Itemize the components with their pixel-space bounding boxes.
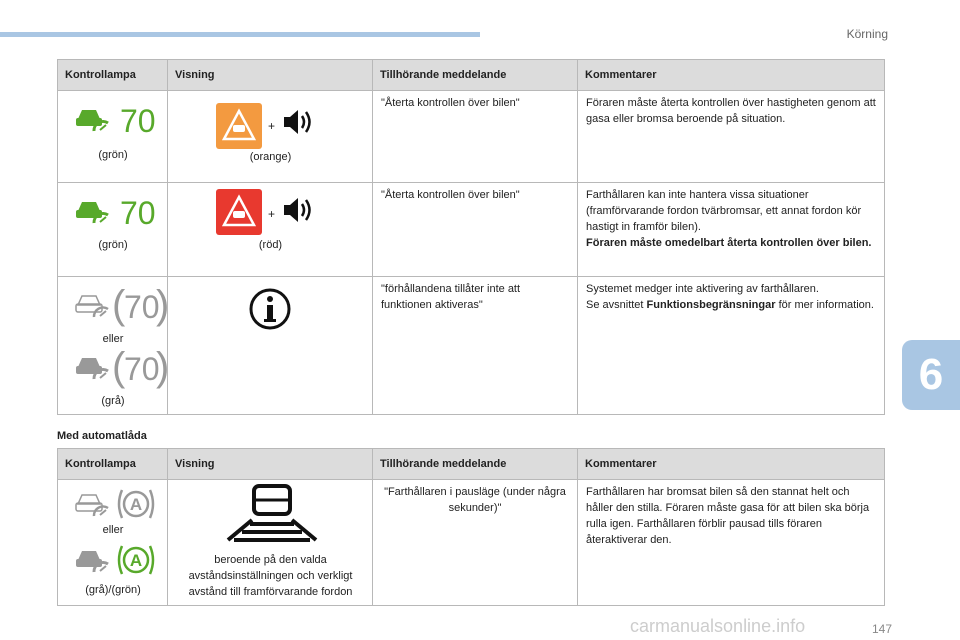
- comment-text: för mer information.: [775, 299, 874, 311]
- watermark: carmanualsonline.info: [630, 616, 806, 636]
- speed-setting: 70: [120, 195, 156, 231]
- column-header: Visning: [168, 449, 373, 480]
- comment-bold-text: Föraren måste omedelbart återta kontrollen över bilen.: [586, 237, 872, 249]
- bracket-right: ): [156, 283, 170, 327]
- table-header-row: [58, 60, 885, 91]
- display-cell: [168, 91, 373, 183]
- lamp-cell: [58, 91, 168, 183]
- bracket-left: (: [112, 345, 126, 389]
- column-header: Kontrollampa: [58, 60, 168, 91]
- comment-cell: Farthållaren har bromsat bilen så den stannat helt och håller den stilla. Föraren måste gasa för att bilen ska börja rulla igen. Farthållaren förblir pausad tills föraren återaktiverar den.: [578, 480, 885, 606]
- speed-setting: 70: [120, 103, 156, 139]
- sound-icon: [282, 107, 316, 137]
- table-row: [58, 277, 885, 415]
- message-cell: "Återta kontrollen över bilen": [373, 183, 578, 277]
- lamp-caption: (grå): [101, 395, 125, 407]
- plus-sign: +: [268, 207, 276, 221]
- vehicle-distance-icon: [224, 484, 320, 544]
- info-icon: [248, 287, 292, 331]
- cruise-control-car-icon: [74, 105, 110, 135]
- warning-sign-orange-icon: [216, 103, 262, 149]
- column-header: Visning: [168, 60, 373, 91]
- subheading: Med automatlåda: [57, 430, 147, 442]
- warning-sign-red-icon: [216, 189, 262, 235]
- or-label: eller: [102, 524, 124, 536]
- cruise-control-car-outline-icon: [74, 291, 110, 321]
- comment-cell: Föraren måste återta kontrollen över hastigheten genom att gasa eller bromsa beroende på situation.: [578, 91, 885, 183]
- display-caption: (orange): [249, 151, 292, 163]
- auto-hold-letter: A: [129, 495, 143, 514]
- lamp-cell: [58, 183, 168, 277]
- column-header: Kommentarer: [578, 60, 885, 91]
- display-cell: [168, 277, 373, 415]
- speed-setting: 70: [124, 289, 160, 325]
- lamp-caption: (grön): [98, 149, 128, 161]
- auto-hold-grey-icon: [116, 486, 156, 522]
- display-cell: [168, 480, 373, 606]
- cruise-control-car-icon: [74, 197, 110, 227]
- message-cell: "Farthållaren i pausläge (under några sekunder)": [373, 480, 578, 606]
- cruise-control-car-grey-icon: [74, 353, 110, 383]
- display-cell: [168, 183, 373, 277]
- comment-text: Systemet medger inte aktivering av farthållaren.: [586, 283, 819, 295]
- comment-cell: [578, 277, 885, 415]
- table-row: [58, 480, 885, 606]
- table-row: [58, 91, 885, 183]
- message-cell: "förhållandena tillåter inte att funktionen aktiveras": [373, 277, 578, 415]
- lamp-caption: (grå)/(grön): [85, 584, 141, 596]
- lamp-caption: (grön): [98, 239, 128, 251]
- lamp-cell: [58, 480, 168, 606]
- chapter-tab: 6: [902, 340, 960, 410]
- speed-setting: 70: [124, 351, 160, 387]
- bracket-right: ): [156, 345, 170, 389]
- lamp-cell: [58, 277, 168, 415]
- auto-hold-letter: A: [129, 551, 143, 570]
- bracket-left: (: [112, 283, 126, 327]
- table-header-row: [58, 449, 885, 480]
- sound-icon: [282, 195, 316, 225]
- display-caption: (röd): [258, 239, 283, 251]
- message-cell: "Återta kontrollen över bilen": [373, 91, 578, 183]
- header-bar: [0, 32, 480, 37]
- column-header: Kontrollampa: [58, 449, 168, 480]
- comment-cell: [578, 183, 885, 277]
- page-number: 147: [871, 622, 892, 636]
- comment-text: Se avsnittet: [586, 299, 647, 311]
- plus-sign: +: [268, 119, 276, 133]
- or-label: eller: [102, 333, 124, 345]
- table-row: [58, 183, 885, 277]
- cruise-control-car-grey-icon: [74, 546, 110, 576]
- warning-table: [57, 59, 885, 415]
- comment-text: Farthållaren kan inte hantera vissa situationer (framförvarande fordon tvärbromsar, ett annat fordon kör hastigt in framför bilen).: [586, 189, 862, 233]
- column-header: Tillhörande meddelande: [373, 60, 578, 91]
- column-header: Tillhörande meddelande: [373, 449, 578, 480]
- column-header: Kommentarer: [578, 449, 885, 480]
- display-caption: beroende på den valda avståndsinställningen och verkligt avstånd till framförvarande fordon: [188, 554, 353, 598]
- section-reference: Funktionsbegränsningar: [646, 299, 776, 311]
- automatic-gearbox-table: [57, 448, 885, 606]
- auto-hold-green-icon: [116, 542, 156, 578]
- cruise-control-car-outline-icon: [74, 490, 110, 520]
- section-title: Körning: [846, 27, 888, 41]
